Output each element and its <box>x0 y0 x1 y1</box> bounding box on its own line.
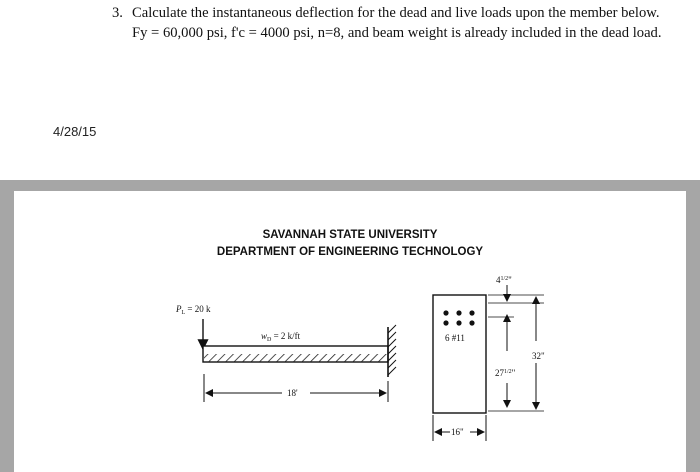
rebar-label: 6 #11 <box>445 333 465 343</box>
beam-hatch <box>204 354 387 362</box>
cover-label: $4^{1/2}$" <box>496 275 512 285</box>
problem-text: Calculate the instantaneous deflection for the dead and live loads upon the member below. Fy = 60,000 psi, f'c = 4000 psi, n=8, and beam weight is already included in the dead load. <box>132 5 662 41</box>
dist-load-label: $w_D = 2$ k/ft <box>261 331 301 343</box>
width-label: 16" <box>451 427 464 437</box>
total-depth-label: 32" <box>532 351 545 361</box>
beam-figure <box>14 191 686 472</box>
date-label: 4/28/15 <box>53 124 97 139</box>
problem-number: 3. <box>112 5 123 21</box>
eff-depth-label: $27^{1/2}$" <box>495 368 516 378</box>
page-gap <box>0 180 700 191</box>
document-page <box>0 0 700 180</box>
point-load-label: $P_L = 20$ k <box>176 304 211 316</box>
slide-page <box>14 191 686 472</box>
department-title: DEPARTMENT OF ENGINEERING TECHNOLOGY <box>216 246 484 258</box>
university-title: SAVANNAH STATE UNIVERSITY <box>262 229 438 241</box>
span-label: 18' <box>287 388 298 398</box>
page-margin-right <box>686 191 700 472</box>
fixed-support-hatch <box>388 325 396 375</box>
page-margin-left <box>0 191 14 472</box>
